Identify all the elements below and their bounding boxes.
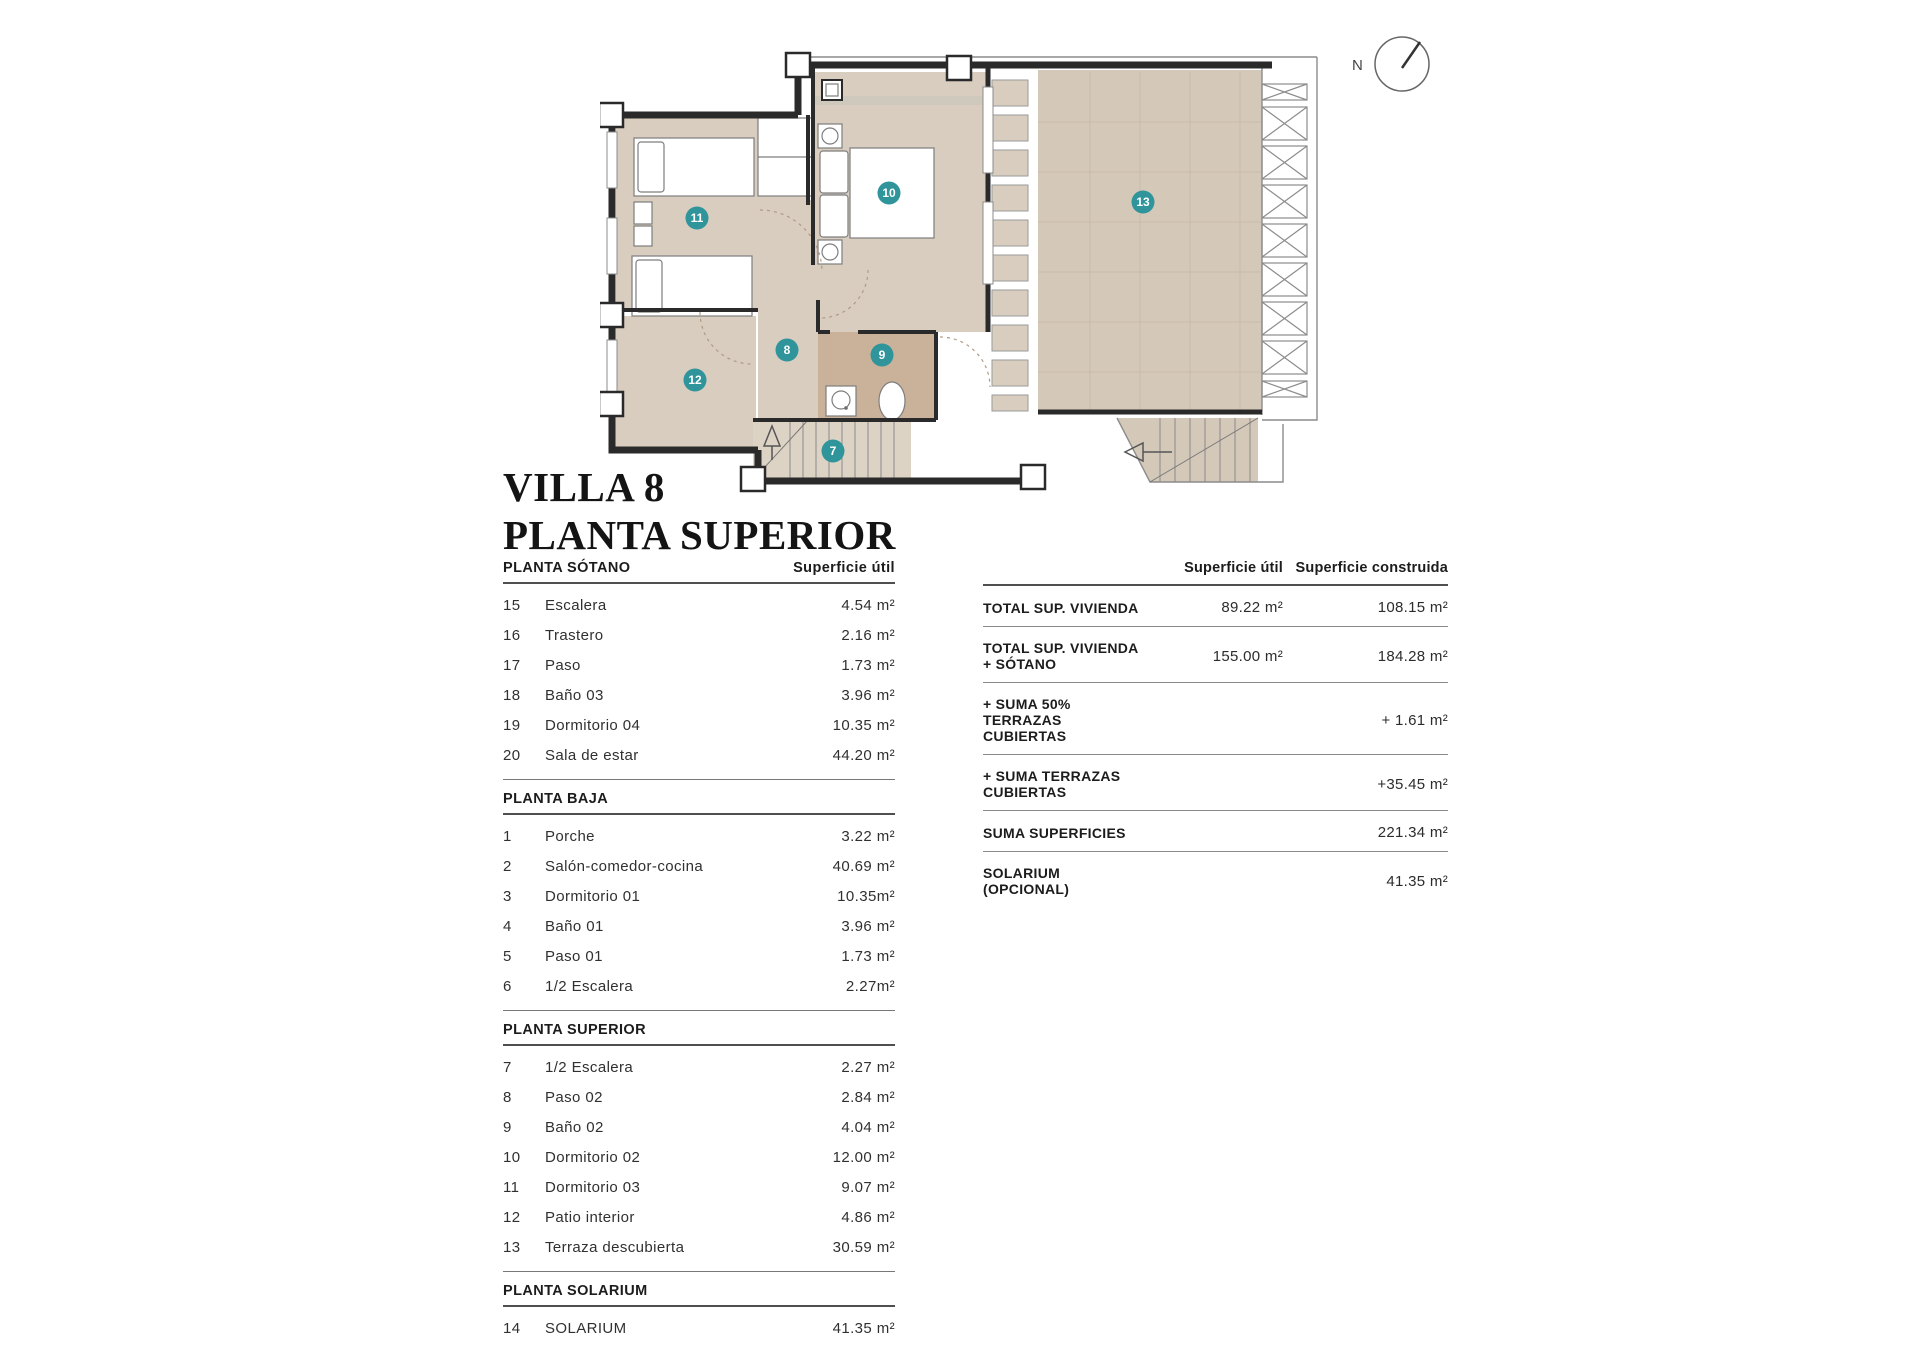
row-area: 3.96 m²: [841, 918, 895, 935]
room-marker: [871, 344, 894, 367]
row-name: Paso 01: [545, 948, 603, 965]
svg-text:11: 11: [690, 211, 704, 226]
section-title: PLANTA SOLARIUM: [503, 1283, 648, 1299]
row-name: 1/2 Escalera: [545, 1059, 634, 1076]
row-name: SOLARIUM: [545, 1320, 627, 1337]
row-number: 8: [503, 1089, 512, 1106]
row-area: 2.27m²: [845, 978, 895, 995]
area-row: [503, 1089, 895, 1106]
row-number: 14: [503, 1320, 521, 1337]
section-title: PLANTA SÓTANO: [503, 560, 631, 576]
summary-rows: [983, 586, 1448, 907]
section-rows: [503, 1320, 895, 1337]
row-number: 20: [503, 747, 521, 764]
row-name: Paso: [545, 657, 581, 674]
row-area: 10.35 m²: [832, 717, 895, 734]
area-row: [503, 657, 895, 674]
row-area: 1.73 m²: [841, 657, 895, 674]
summary-table: [983, 560, 1448, 907]
section-rows: [503, 597, 895, 764]
row-name: Porche: [545, 828, 595, 845]
summary-row-construida: + 1.61 m²: [1381, 711, 1448, 729]
row-area: 4.04 m²: [841, 1119, 895, 1136]
room-marker: [776, 339, 799, 362]
area-row: [503, 597, 895, 614]
row-number: 19: [503, 717, 521, 734]
row-area: 4.86 m²: [841, 1209, 895, 1226]
area-row: [503, 1239, 895, 1256]
row-name: Dormitorio 01: [545, 888, 641, 905]
areas-section-header: [503, 1022, 895, 1046]
area-row: [503, 888, 895, 905]
section-title: PLANTA BAJA: [503, 791, 609, 807]
row-name: Dormitorio 03: [545, 1179, 641, 1196]
summary-col-construida: Superficie construida: [1295, 560, 1448, 576]
row-area: 40.69 m²: [832, 858, 895, 875]
summary-col-util: Superficie útil: [1184, 560, 1283, 576]
row-name: Terraza descubierta: [545, 1239, 685, 1256]
room-marker: [684, 369, 707, 392]
row-name: Salón-comedor-cocina: [545, 858, 704, 875]
row-area: 12.00 m²: [832, 1149, 895, 1166]
area-row: [503, 1179, 895, 1196]
svg-text:10: 10: [882, 186, 896, 201]
svg-text:7: 7: [829, 444, 837, 459]
section-title: PLANTA SUPERIOR: [503, 1022, 646, 1038]
row-area: 4.54 m²: [841, 597, 895, 614]
row-number: 15: [503, 597, 521, 614]
area-row: [503, 1149, 895, 1166]
room-marker: [1132, 191, 1155, 214]
summary-row-label: TOTAL SUP. VIVIENDA: [983, 599, 1139, 616]
row-number: 2: [503, 858, 512, 875]
area-row: [503, 1059, 895, 1076]
summary-row: [983, 755, 1448, 811]
areas-section-header: [503, 1283, 895, 1307]
row-name: Paso 02: [545, 1089, 603, 1106]
area-row: [503, 858, 895, 875]
row-number: 4: [503, 918, 512, 935]
summary-row: [983, 852, 1448, 907]
row-area: 3.96 m²: [841, 687, 895, 704]
area-row: [503, 687, 895, 704]
summary-row-label: + SUMA 50% TERRAZAS CUBIERTAS: [983, 696, 1071, 744]
row-number: 5: [503, 948, 512, 965]
louver-strip: [992, 80, 1028, 411]
areas-section: [503, 560, 895, 780]
section-rows: [503, 1059, 895, 1256]
page-title-line1: VILLA 8: [503, 464, 665, 510]
row-number: 6: [503, 978, 512, 995]
room-marker: [822, 440, 845, 463]
room-marker: [686, 207, 709, 230]
row-name: Escalera: [545, 597, 607, 614]
row-name: Dormitorio 04: [545, 717, 641, 734]
row-name: Sala de estar: [545, 747, 639, 764]
row-area: 1.73 m²: [841, 948, 895, 965]
svg-text:13: 13: [1136, 195, 1150, 210]
row-area: 30.59 m²: [832, 1239, 895, 1256]
summary-row-label: SOLARIUM (OPCIONAL): [983, 865, 1070, 897]
pergola-x-boxes: [1262, 84, 1307, 397]
row-number: 12: [503, 1209, 521, 1226]
summary-row-construida: +35.45 m²: [1377, 775, 1448, 793]
areas-table: [503, 560, 895, 1363]
row-number: 3: [503, 888, 512, 905]
row-area: 2.16 m²: [841, 627, 895, 644]
areas-section-header: [503, 560, 895, 584]
summary-row-construida: 221.34 m²: [1377, 824, 1448, 841]
row-area: 2.84 m²: [841, 1089, 895, 1106]
row-area: 9.07 m²: [841, 1179, 895, 1196]
row-number: 9: [503, 1119, 512, 1136]
summary-row-util: 89.22 m²: [1221, 599, 1283, 616]
area-row: [503, 747, 895, 764]
row-name: Baño 03: [545, 687, 604, 704]
area-row: [503, 1320, 895, 1337]
svg-text:9: 9: [878, 348, 886, 363]
section-col-header: Superficie útil: [793, 560, 895, 576]
area-row: [503, 918, 895, 935]
areas-section-header: [503, 791, 895, 815]
areas-section: [503, 1022, 895, 1272]
row-number: 11: [503, 1179, 520, 1196]
page-title: [503, 464, 896, 559]
area-row: [503, 828, 895, 845]
area-row: [503, 948, 895, 965]
area-row: [503, 717, 895, 734]
row-number: 13: [503, 1239, 521, 1256]
areas-section: [503, 791, 895, 1011]
row-number: 18: [503, 687, 521, 704]
row-area: 41.35 m²: [832, 1320, 895, 1337]
summary-header: [983, 560, 1448, 586]
row-number: 17: [503, 657, 521, 674]
compass-icon: [1352, 37, 1429, 91]
summary-row-label: SUMA SUPERFICIES: [983, 824, 1126, 841]
summary-row-util: 155.00 m²: [1212, 647, 1283, 665]
row-name: Trastero: [545, 627, 604, 644]
row-area: 10.35m²: [837, 888, 895, 905]
area-row: [503, 627, 895, 644]
svg-text:12: 12: [688, 373, 702, 388]
area-row: [503, 1119, 895, 1136]
area-row: [503, 1209, 895, 1226]
summary-row-label: + SUMA TERRAZAS CUBIERTAS: [983, 768, 1121, 800]
row-area: 2.27 m²: [841, 1059, 895, 1076]
summary-row: [983, 811, 1448, 852]
row-area: 3.22 m²: [841, 828, 895, 845]
summary-row-construida: 108.15 m²: [1377, 599, 1448, 616]
summary-row: [983, 627, 1448, 683]
row-number: 16: [503, 627, 521, 644]
summary-row-label: TOTAL SUP. VIVIENDA + SÓTANO: [983, 640, 1139, 672]
row-name: Baño 01: [545, 918, 604, 935]
row-number: 7: [503, 1059, 512, 1076]
summary-row-construida: 41.35 m²: [1386, 872, 1448, 890]
summary-row: [983, 586, 1448, 627]
row-name: Baño 02: [545, 1119, 604, 1136]
section-rows: [503, 828, 895, 995]
row-number: 10: [503, 1149, 521, 1166]
compass-n-label: N: [1352, 57, 1363, 74]
row-number: 1: [503, 828, 512, 845]
row-name: Dormitorio 02: [545, 1149, 641, 1166]
page-title-line2: PLANTA SUPERIOR: [503, 511, 896, 558]
room-marker: [878, 182, 901, 205]
summary-row: [983, 683, 1448, 755]
row-name: Patio interior: [545, 1209, 635, 1226]
summary-row-construida: 184.28 m²: [1377, 647, 1448, 665]
row-name: 1/2 Escalera: [545, 978, 634, 995]
area-row: [503, 978, 895, 995]
areas-section: [503, 1283, 895, 1352]
floorplan: [600, 25, 1450, 500]
row-area: 44.20 m²: [832, 747, 895, 764]
svg-text:8: 8: [783, 343, 791, 358]
floorplan-drawing: [600, 25, 1450, 500]
